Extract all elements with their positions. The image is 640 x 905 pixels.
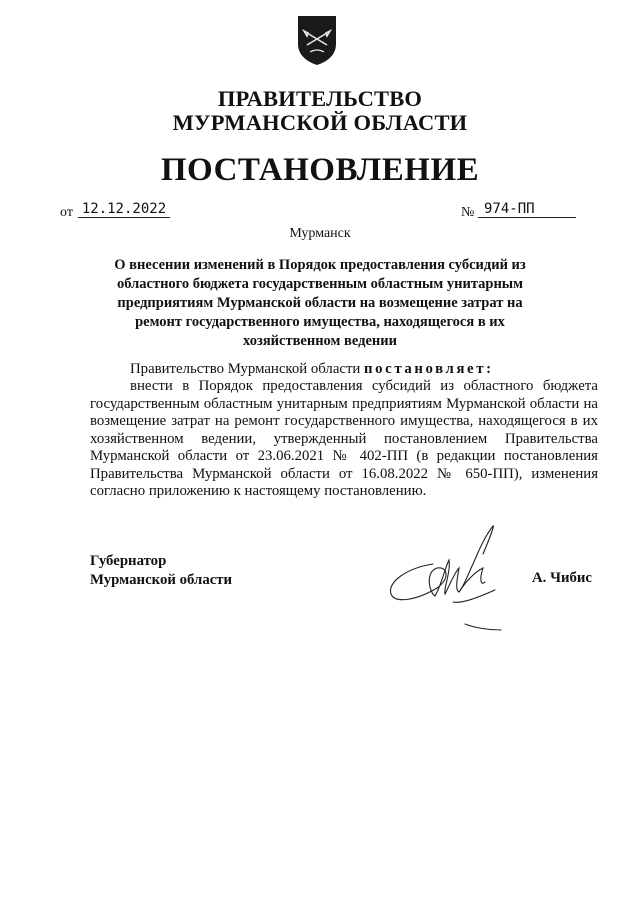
signer-name: А. Чибис [532,570,592,586]
document-type: ПОСТАНОВЛЕНИЕ [160,152,480,188]
signer-position-line1: Губернатор [90,553,167,569]
org-name-line2: МУРМАНСКОЙ ОБЛАСТИ [172,110,468,135]
handwritten-signature-icon [385,520,515,640]
coat-of-arms-icon [296,14,338,66]
resolves-word: постановляет: [364,361,494,377]
document-title: О внесении изменений в Порядок предоставления субсидий из областного бюджета государственным областным унитарным предприятиям Мурманской области на возмещение затрат на ремонт государственного имущества, находящегося в их хозяйственном ведении [114,257,526,349]
document-number: 974-ПП [478,201,576,218]
date-prefix: от [60,205,73,220]
signer-position [90,552,232,590]
number-prefix: № [461,205,475,220]
org-name-line1: ПРАВИТЕЛЬСТВО [217,86,423,111]
preamble-text: Правительство Мурманской области [130,361,365,377]
signer-position-line2: Мурманской области [90,572,233,588]
resolution-paragraph: внести в Порядок предоставления субсидий из областного бюджета государственным областным унитарным предприятиям Мурманской области на возмещение затрат на ремонт государственного имущества, находящегося в их хозяйственном ведении, утвержденный постановлением Правительства Мурманской области от 23.06.2021 № 402-ПП (в редакции постановления Правительства Мурманской области от 16.08.2022 № 650-ПП), изменения согласно приложению к настоящему постановлению. [90,378,598,499]
document-date: 12.12.2022 [78,201,170,218]
city: Мурманск [289,226,351,241]
preamble-paragraph [90,361,598,379]
